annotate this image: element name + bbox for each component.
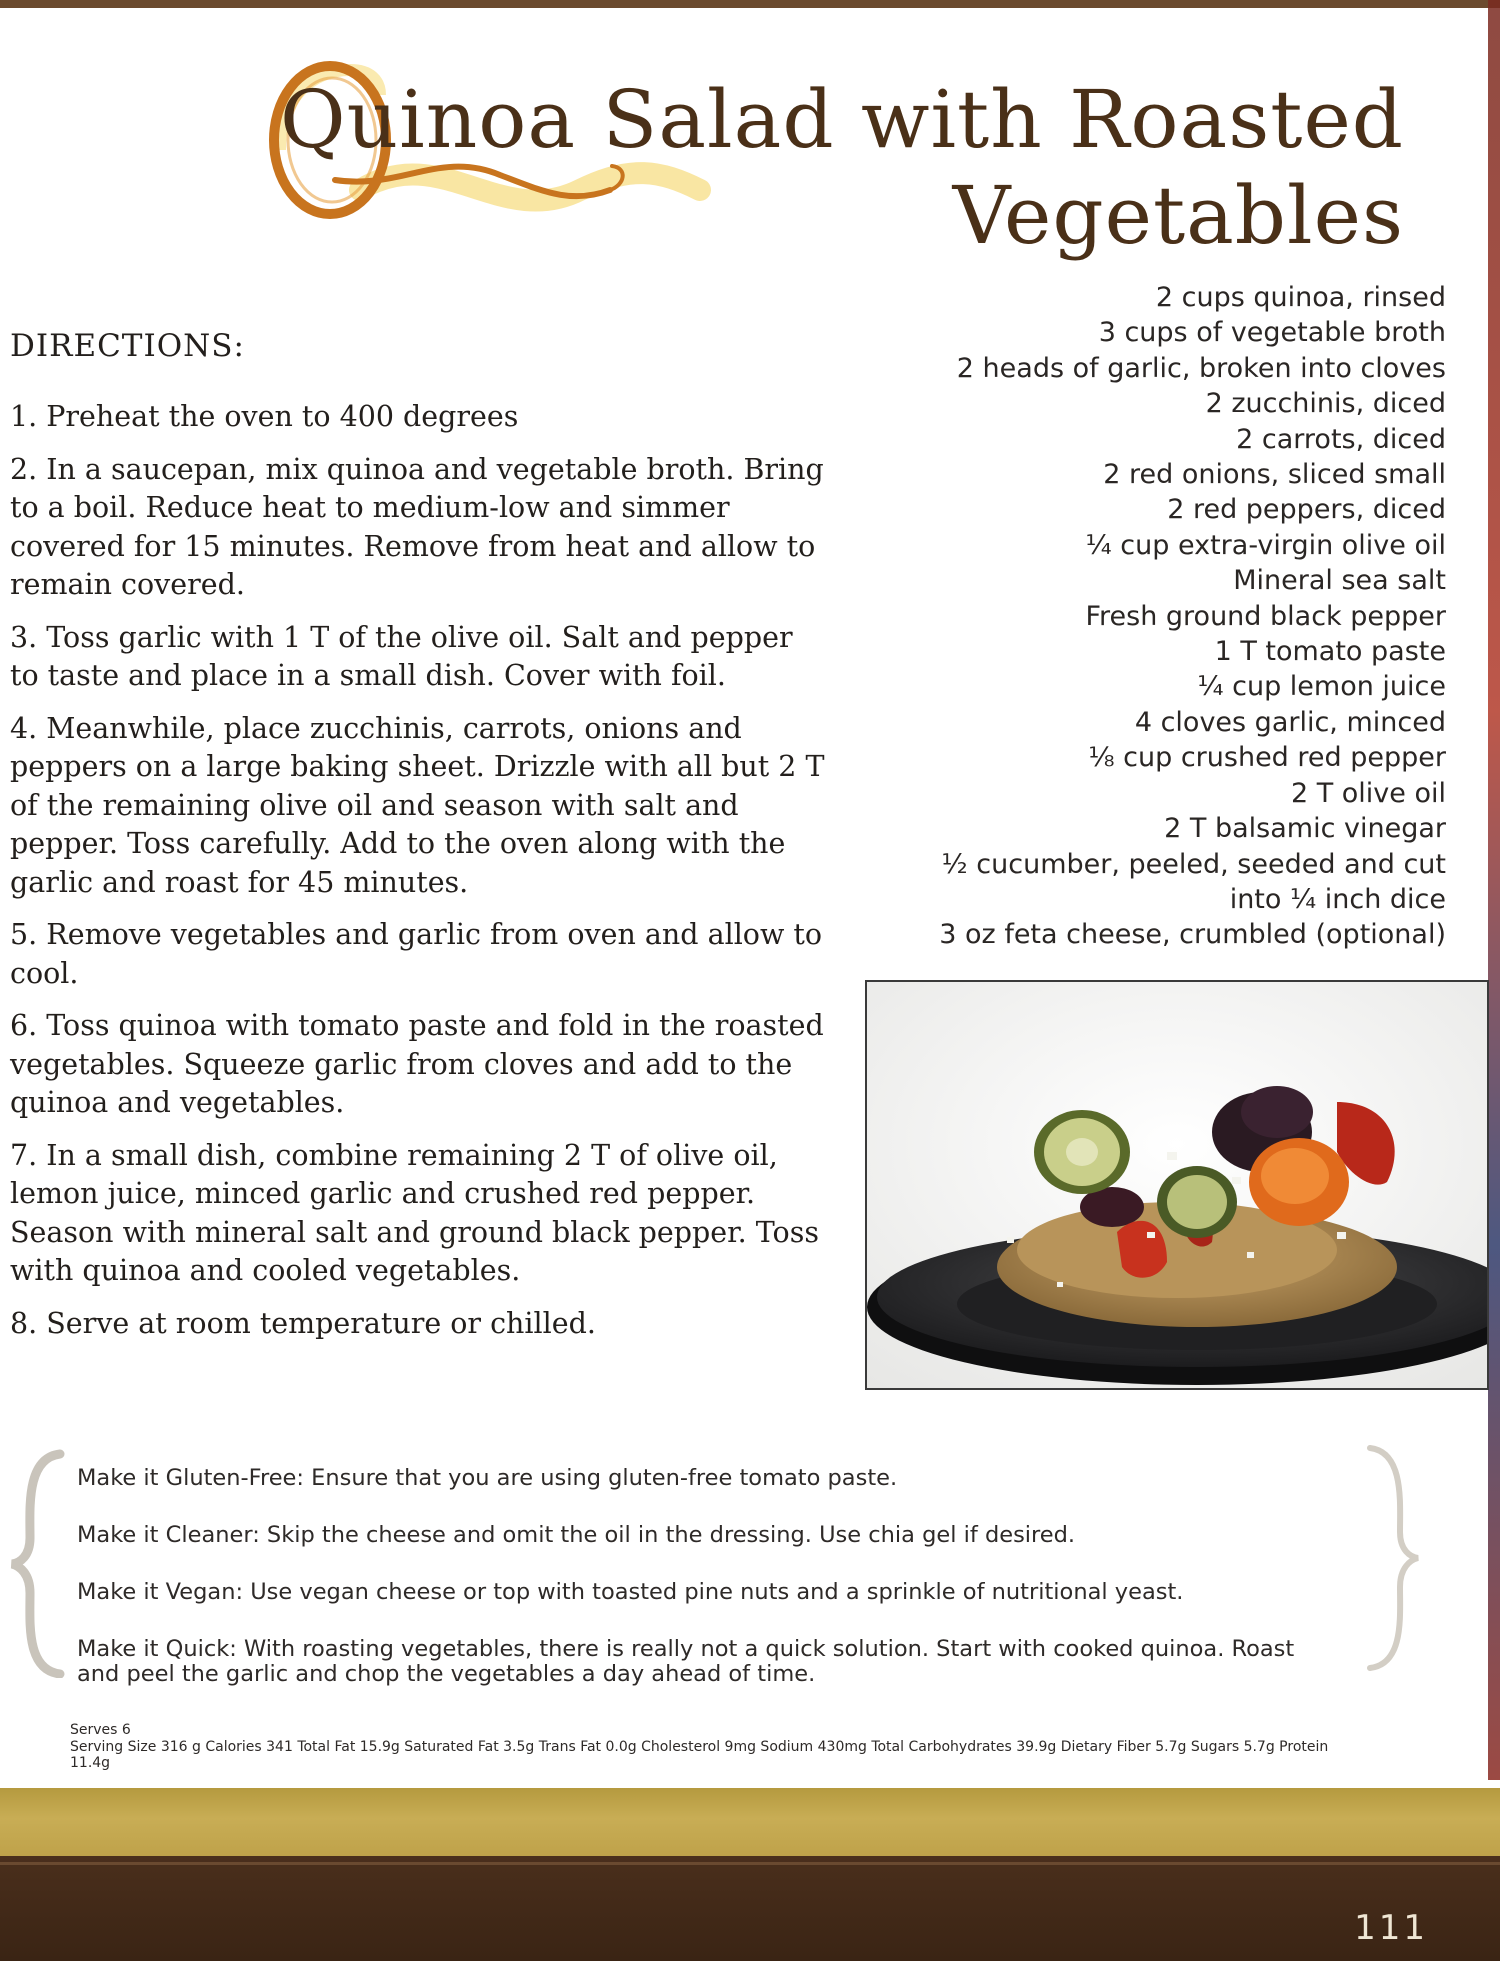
ingredient-item: 3 cups of vegetable broth: [1098, 317, 1446, 349]
variations-box: [0, 1430, 1500, 1687]
recipe-title-line-2: Vegetables: [952, 169, 1404, 262]
direction-step: 6. Toss quinoa with tomato paste and fold in the roasted vegetables. Squeeze garlic from cloves and add to the quinoa and vegetables.: [10, 1009, 824, 1119]
variation-quick: Make it Quick: With roasting vegetables, there is really not a quick solution. Start with cooked quinoa. Roast and peel the garlic and chop the vegetables a day ahead of time.: [77, 1636, 1295, 1687]
nutrition-facts: Serving Size 316 g Calories 341 Total Fat 15.9g Saturated Fat 3.5g Trans Fat 0.0g Cholesterol 9mg Sodium 430mg Total Carbohydrates 39.9g Dietary Fiber 5.7g Sugars 5.7g Protein 11.4g: [70, 1738, 1329, 1771]
ingredient-item: Fresh ground black pepper: [1085, 600, 1446, 632]
direction-step: 7. In a small dish, combine remaining 2 T of olive oil, lemon juice, minced garlic and crushed red pepper. Season with mineral salt and ground black pepper. Toss with quinoa and cooled vegetables.: [10, 1138, 819, 1287]
servings-count: Serves 6: [70, 1722, 131, 1738]
right-brace-decoration: [1362, 1442, 1422, 1672]
ingredient-item: 4 cloves garlic, minced: [1134, 706, 1446, 738]
direction-step: 3. Toss garlic with 1 T of the olive oil. Salt and pepper to taste and place in a small dish. Cover with foil.: [10, 620, 793, 692]
title-area: [0, 0, 1500, 290]
nutrition-info: [70, 1722, 1330, 1772]
left-brace-decoration: [8, 1448, 68, 1678]
variation-gluten-free: Make it Gluten-Free: Ensure that you are using gluten-free tomato paste.: [77, 1465, 898, 1491]
direction-step: 8. Serve at room temperature or chilled.: [10, 1306, 596, 1340]
page-number: 111: [1354, 1908, 1428, 1948]
recipe-title-line-1: Quinoa Salad with Roasted: [280, 73, 1404, 166]
dish-photo: [865, 980, 1489, 1390]
footer-brown-band: [0, 1856, 1500, 1961]
directions-heading: DIRECTIONS:: [10, 328, 245, 364]
direction-step: 2. In a saucepan, mix quinoa and vegetable broth. Bring to a boil. Reduce heat to medium-low and simmer covered for 15 minutes. Remove from heat and allow to remain covered.: [10, 452, 824, 601]
direction-step: 1. Preheat the oven to 400 degrees: [10, 400, 519, 433]
recipe-title: [224, 72, 1404, 264]
ingredient-item: 2 cups quinoa, rinsed: [1155, 282, 1446, 313]
ingredient-item: into ¼ inch dice: [1229, 883, 1446, 915]
ingredient-item: ⅛ cup crushed red pepper: [1088, 742, 1446, 774]
quinoa-salad-illustration: [867, 982, 1487, 1388]
ingredient-item: ¼ cup lemon juice: [1197, 671, 1446, 703]
variations-list: [77, 1466, 1317, 1719]
ingredient-item: ¼ cup extra-virgin olive oil: [1085, 529, 1446, 561]
ingredient-item: 2 heads of garlic, broken into cloves: [956, 352, 1446, 384]
ingredient-item: 2 red peppers, diced: [1167, 494, 1446, 526]
ingredient-item: 3 oz feta cheese, crumbled (optional): [939, 919, 1446, 951]
ingredient-item: 1 T tomato paste: [1214, 636, 1446, 668]
ingredient-item: 2 zucchinis, diced: [1205, 388, 1446, 420]
directions-list: [10, 398, 825, 1343]
ingredient-item: Mineral sea salt: [1233, 565, 1446, 597]
footer-gold-band: [0, 1788, 1500, 1856]
ingredient-item: ½ cucumber, peeled, seeded and cut: [941, 848, 1446, 880]
ingredient-item: 2 red onions, sliced small: [1103, 459, 1446, 491]
ingredient-item: 2 T balsamic vinegar: [1164, 813, 1446, 845]
ingredient-item: 2 carrots, diced: [1236, 423, 1446, 455]
directions-section: [10, 328, 825, 1357]
footer-rule: [0, 1862, 1500, 1865]
ingredients-list: [886, 280, 1446, 953]
variation-vegan: Make it Vegan: Use vegan cheese or top with toasted pine nuts and a sprinkle of nutritional yeast.: [77, 1579, 1184, 1605]
direction-step: 5. Remove vegetables and garlic from oven and allow to cool.: [10, 918, 823, 990]
variation-cleaner: Make it Cleaner: Skip the cheese and omit the oil in the dressing. Use chia gel if desired.: [77, 1522, 1076, 1548]
direction-step: 4. Meanwhile, place zucchinis, carrots, onions and peppers on a large baking sheet. Drizzle with all but 2 T of the remaining olive oil and season with salt and pepper. Toss carefully. Add to the oven along with the garlic and roast for 45 minutes.: [10, 711, 825, 899]
ingredient-item: 2 T olive oil: [1290, 777, 1446, 809]
